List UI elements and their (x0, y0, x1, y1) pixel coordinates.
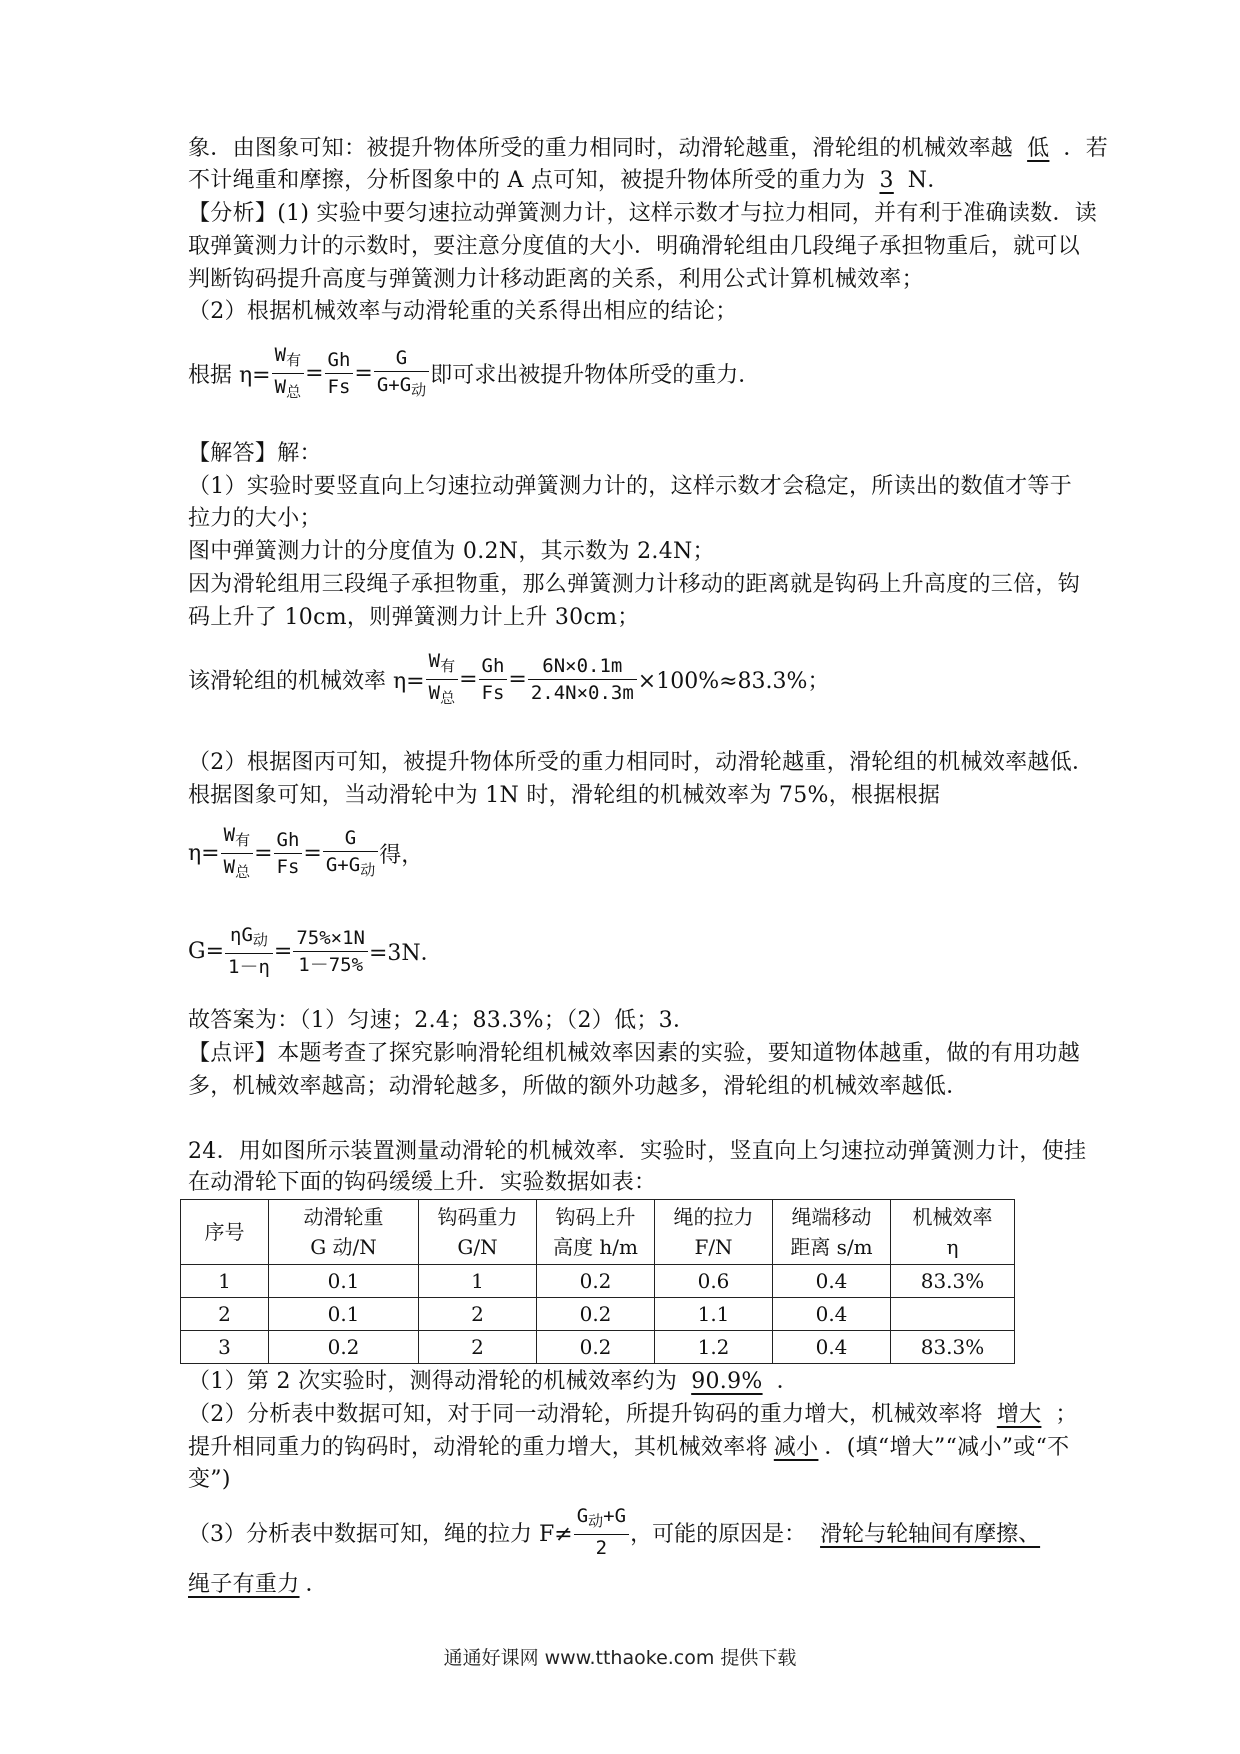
comment-line: 多，机械效率越高；动滑轮越多，所做的额外功越多，滑轮组的机械效率越低． (188, 1074, 969, 1099)
fraction (426, 648, 458, 711)
table-cell: 0.6 (655, 1265, 773, 1298)
sub-question-3 (188, 1503, 1054, 1561)
answer-blank: 滑轮与轮轴间有摩擦、 (820, 1521, 1041, 1547)
formula-prefix: 根据 η= (188, 363, 271, 388)
solution-line: 因为滑轮组用三段绳子承担物重，那么弹簧测力计移动的距离就是钩码上升高度的三倍，钩 (188, 572, 1081, 597)
comment-line: 【点评】本题考查了探究影响滑轮组机械效率因素的实验，要知道物体越重，做的有用功越 (188, 1041, 1081, 1066)
numerator-suffix: +G (603, 1505, 627, 1527)
table-header-cell: 绳的拉力 F/N (655, 1200, 773, 1265)
fraction (323, 825, 378, 883)
efficiency-calculation (188, 648, 829, 711)
analysis-line: 判断钩码提升高度与弹簧测力计移动距离的关系，利用公式计算机械效率； (188, 267, 924, 292)
table-cell: 1 (181, 1265, 269, 1298)
equals: = (254, 841, 273, 866)
solution-line: 码上升了 10cm，则弹簧测力计上升 30cm； (188, 605, 640, 630)
denominator: G+G (325, 853, 361, 876)
symbol: W (274, 376, 287, 398)
sub-question-2 (188, 1400, 1078, 1430)
table-cell: 0.2 (537, 1298, 655, 1331)
denominator: 1－75% (298, 953, 364, 976)
equals: = (354, 361, 373, 386)
equals: = (303, 841, 322, 866)
text: ． (776, 1369, 799, 1394)
denominator: G+G (376, 373, 412, 396)
fraction (272, 342, 304, 405)
formula-suffix: 即可求出被提升物体所受的重力． (430, 363, 761, 388)
equals: = (508, 667, 527, 692)
table-cell: 0.4 (773, 1298, 891, 1331)
denominator: 2 (595, 1537, 608, 1559)
table-cell: 3 (181, 1331, 269, 1364)
fraction (225, 922, 273, 980)
text: ； (1055, 1402, 1078, 1427)
subscript: 总 (440, 689, 456, 707)
subscript: 动 (411, 380, 427, 399)
solution-line: 【解答】解： (188, 441, 322, 466)
text: ，可能的原因是： (630, 1521, 807, 1547)
solution-line: （2）根据图丙可知，被提升物体所受的重力相同时，动滑轮越重，滑轮组的机械效率越低． (188, 750, 1095, 775)
solution-line: 图中弹簧测力计的分度值为 0.2N，其示数为 2.4N； (188, 539, 715, 564)
numerator: Gh (479, 653, 508, 680)
fraction (274, 827, 303, 880)
equals: = (305, 361, 324, 386)
fraction (293, 925, 368, 978)
text: （2）分析表中数据可知，对于同一动滑轮，所提升钩码的重力增大，机械效率将 (188, 1402, 983, 1427)
table-cell: 0.4 (773, 1265, 891, 1298)
table-cell: 0.2 (269, 1331, 419, 1364)
text-line: 变”) (188, 1467, 231, 1492)
text: （1）第 2 次实验时，测得动滑轮的机械效率约为 (188, 1369, 678, 1394)
table-cell: 1.1 (655, 1298, 773, 1331)
formula-suffix: =3N． (368, 940, 443, 966)
table-cell: 83.3% (891, 1331, 1015, 1364)
table-header-cell: 序号 (181, 1200, 269, 1265)
equals: = (273, 938, 293, 964)
table-cell: 83.3% (891, 1265, 1015, 1298)
table-row (181, 1298, 1015, 1331)
symbol: W (428, 650, 441, 672)
question-line: 在动滑轮下面的钩码缓缓上升．实验数据如表： (188, 1170, 657, 1195)
answer-blank: 3 (879, 168, 894, 193)
table-cell (891, 1298, 1015, 1331)
denominator: 1－η (228, 956, 270, 978)
table-cell: 0.1 (269, 1265, 419, 1298)
table-cell: 2 (419, 1298, 537, 1331)
numerator: G (374, 345, 429, 372)
text: ． (305, 1572, 328, 1597)
weight-calculation (188, 922, 443, 980)
fraction (574, 1503, 629, 1561)
table-cell: 2 (419, 1331, 537, 1364)
text: 提升相同重力的钩码时，动滑轮的重力增大，其机械效率将 (188, 1435, 768, 1460)
formula-suffix: 得， (379, 843, 424, 868)
answer-summary: 故答案为：（1）匀速；2.4；83.3%；（2）低；3． (188, 1008, 696, 1033)
symbol: W (223, 856, 236, 878)
text: 不计绳重和摩擦，分析图象中的 A 点可知，被提升物体所受的重力为 (188, 168, 866, 193)
sub-question-1 (188, 1367, 799, 1397)
text: ．(填“增大”“减小”或“不 (824, 1435, 1070, 1460)
symbol: W (223, 824, 236, 846)
subscript: 总 (235, 863, 251, 881)
table-cell: 0.2 (537, 1331, 655, 1364)
subscript: 总 (286, 383, 302, 401)
table-header-cell: 钩码重力 G/N (419, 1200, 537, 1265)
fraction (325, 347, 354, 400)
table-header-cell: 绳端移动 距离 s/m (773, 1200, 891, 1265)
numerator: Gh (274, 827, 303, 854)
analysis-line: （2）根据机械效率与动滑轮重的关系得出相应的结论； (188, 299, 738, 324)
denominator: Fs (481, 682, 505, 704)
subscript: 动 (588, 1512, 604, 1530)
question-line: 24．用如图所示装置测量动滑轮的机械效率．实验时，竖直向上匀速拉动弹簧测力计，使挂 (188, 1139, 1087, 1164)
denominator: Fs (276, 856, 300, 878)
subscript: 动 (252, 931, 268, 949)
fraction (528, 653, 637, 706)
solution-line: 根据图象可知，当动滑轮中为 1N 时，滑轮组的机械效率为 75%，根据根据 (188, 783, 941, 808)
formula-prefix: G= (188, 938, 225, 964)
sub-question-2-cont (188, 1433, 1069, 1463)
text-line (188, 1570, 328, 1600)
table-cell: 0.1 (269, 1298, 419, 1331)
table-header-cell: 动滑轮重 G 动/N (269, 1200, 419, 1265)
fraction (374, 345, 429, 403)
answer-blank: 90.9% (691, 1369, 763, 1394)
text: （3）分析表中数据可知，绳的拉力 F≠ (188, 1521, 573, 1547)
fraction (479, 653, 508, 706)
numerator: G (576, 1505, 589, 1527)
table-row (181, 1331, 1015, 1364)
text: N． (907, 168, 950, 193)
text-line (188, 134, 1108, 164)
solution-line: （1）实验时要竖直向上匀速拉动弹簧测力计的，这样示数才会稳定，所读出的数值才等于 (188, 474, 1072, 499)
subscript: 有 (235, 831, 251, 849)
table-header-cell: 机械效率 η (891, 1200, 1015, 1265)
table-header-row (181, 1200, 1015, 1265)
numerator: 75%×1N (293, 925, 368, 952)
denominator: 2.4N×0.3m (530, 682, 634, 704)
text: 象．由图象可知：被提升物体所受的重力相同时，动滑轮越重，滑轮组的机械效率越 (188, 136, 1014, 161)
table-cell: 2 (181, 1298, 269, 1331)
subscript: 动 (360, 860, 376, 879)
table-header-cell: 钩码上升 高度 h/m (537, 1200, 655, 1265)
denominator: Fs (327, 376, 351, 398)
formula-prefix: η= (188, 841, 220, 866)
table-cell: 0.2 (537, 1265, 655, 1298)
analysis-line: 【分析】(1) 实验中要匀速拉动弹簧测力计，这样示数才与拉力相同，并有利于准确读数．读 (188, 201, 1098, 226)
formula-prefix: 该滑轮组的机械效率 η= (188, 669, 425, 694)
efficiency-formula (188, 342, 760, 405)
numerator: ηG (230, 924, 253, 946)
fraction (221, 822, 253, 885)
efficiency-formula (188, 822, 423, 885)
subscript: 有 (440, 657, 456, 675)
table-cell: 1 (419, 1265, 537, 1298)
formula-suffix: ×100%≈83.3%； (637, 669, 830, 694)
footer-credit: 通通好课网 www.tthaoke.com 提供下载 (443, 1647, 797, 1669)
subscript: 有 (286, 351, 302, 369)
symbol: W (428, 682, 441, 704)
symbol: W (274, 344, 287, 366)
text: ．若 (1063, 136, 1109, 161)
equals: = (459, 667, 478, 692)
analysis-line: 取弹簧测力计的示数时，要注意分度值的大小．明确滑轮组由几段绳子承担物重后，就可以 (188, 234, 1081, 259)
table-row (181, 1265, 1015, 1298)
table-cell: 0.4 (773, 1331, 891, 1364)
data-table (180, 1199, 1015, 1364)
numerator: G (323, 825, 378, 852)
numerator: Gh (325, 347, 354, 374)
answer-blank: 增大 (996, 1402, 1042, 1427)
solution-line: 拉力的大小； (188, 506, 322, 531)
answer-blank: 低 (1027, 136, 1050, 161)
answer-blank: 减小 (773, 1435, 819, 1460)
table-cell: 1.2 (655, 1331, 773, 1364)
text-line (188, 166, 950, 196)
answer-blank: 绳子有重力 (188, 1572, 300, 1597)
numerator: 6N×0.1m (528, 653, 637, 680)
